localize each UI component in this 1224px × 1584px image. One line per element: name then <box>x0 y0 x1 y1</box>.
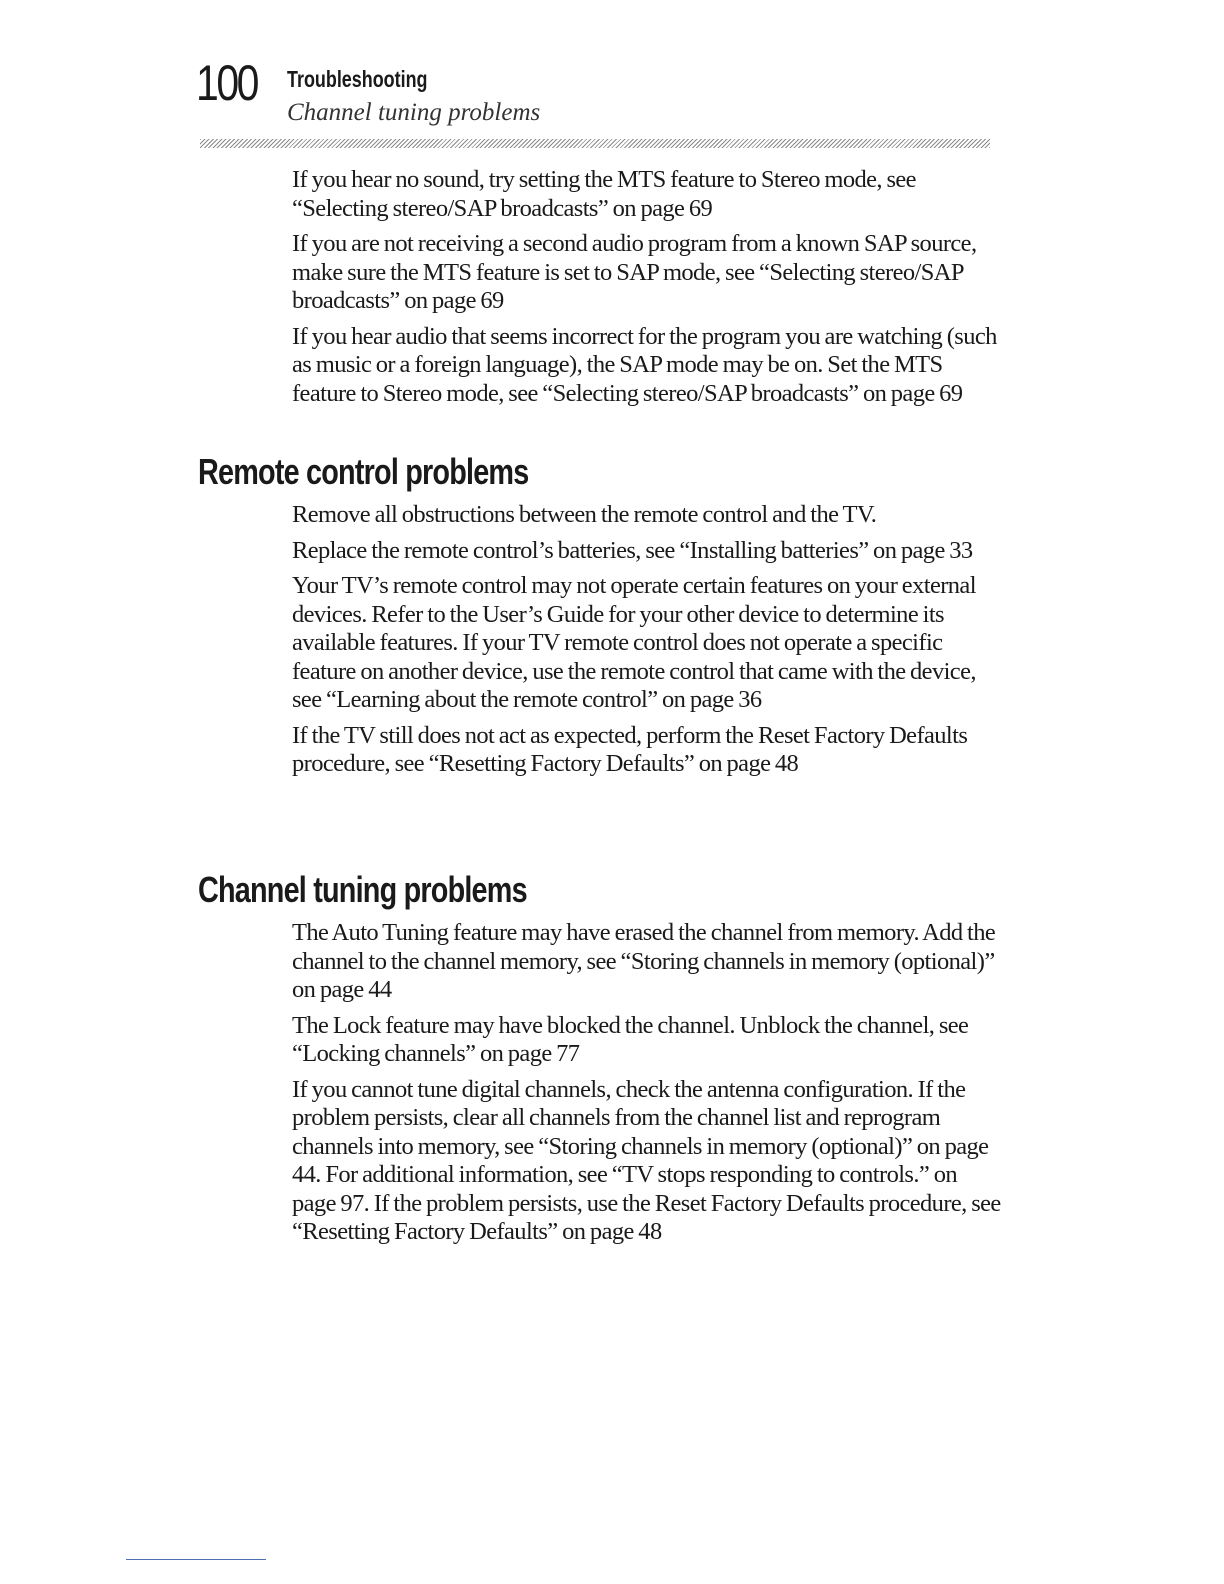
intro-block <box>292 166 1004 415</box>
intro-paragraph: If you are not receiving a second audio program from a known SAP source, make sure the MTS feature is set to SAP mode, see “Selecting stereo/SAP broadcasts” on page 69 <box>292 230 977 314</box>
footer-rule <box>126 1559 266 1560</box>
section-title: Channel tuning problems <box>287 99 541 126</box>
remote-paragraph: Your TV’s remote control may not operate certain features on your external devices. Refer to the User’s Guide for your other device to determine its available features. If your TV remote control does not operate a specific feature on another device, use the remote control that came with the device, see “Learning about the remote control” on page 36 <box>292 572 976 713</box>
channel-tuning-block <box>292 919 1004 1254</box>
channel-paragraph: The Lock feature may have blocked the channel. Unblock the channel, see “Locking channels” on page 77 <box>292 1011 969 1067</box>
channel-tuning-heading: Channel tuning problems <box>198 869 527 910</box>
header-divider <box>200 139 990 148</box>
remote-control-block <box>292 501 1004 786</box>
remote-paragraph: If the TV still does not act as expected, perform the Reset Factory Defaults procedure, see “Resetting Factory Defaults” on page 48 <box>292 721 968 777</box>
remote-paragraph: Remove all obstructions between the remote control and the TV. <box>292 501 877 528</box>
channel-paragraph: If you cannot tune digital channels, check the antenna configuration. If the problem persists, clear all channels from the channel list and reprogram channels into memory, see “Storing channels in memory (optional)” on page 44. For additional information, see “TV stops responding to controls.” on page 97. If the problem persists, use the Reset Factory Defaults procedure, see “Resetting Factory Defaults” on page 48 <box>292 1075 1001 1245</box>
intro-paragraph: If you hear no sound, try setting the MTS feature to Stereo mode, see “Selecting stereo/SAP broadcasts” on page 69 <box>292 166 916 222</box>
channel-paragraph: The Auto Tuning feature may have erased the channel from memory. Add the channel to the channel memory, see “Storing channels in memory (optional)” on page 44 <box>292 919 996 1003</box>
intro-paragraph: If you hear audio that seems incorrect for the program you are watching (such as music or a foreign language), the SAP mode may be on. Set the MTS feature to Stereo mode, see “Selecting stereo/SAP broadcasts” on page 69 <box>292 322 997 407</box>
chapter-title: Troubleshooting <box>287 66 428 92</box>
remote-paragraph: Replace the remote control’s batteries, see “Installing batteries” on page 33 <box>292 536 973 564</box>
remote-control-heading: Remote control problems <box>198 451 529 492</box>
page-number: 100 <box>196 55 258 111</box>
